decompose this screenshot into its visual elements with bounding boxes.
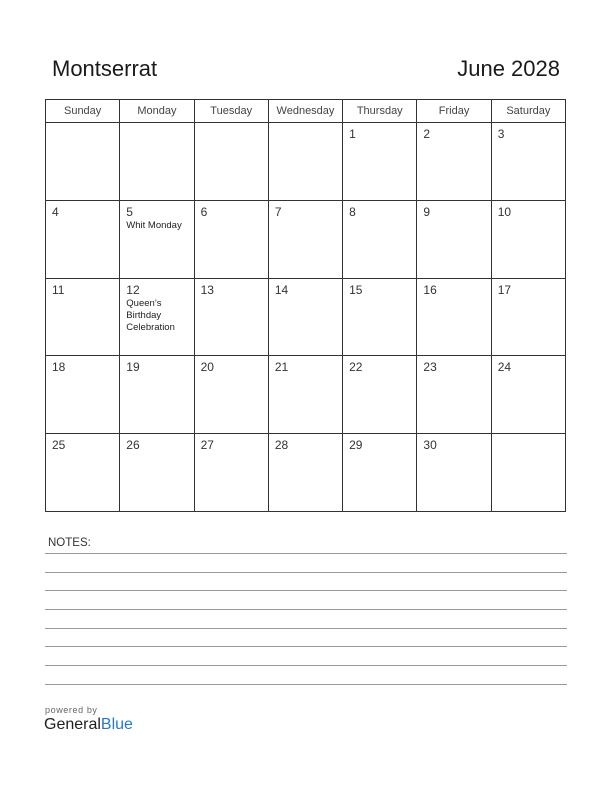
day-number: 16 bbox=[423, 282, 437, 297]
day-number: 25 bbox=[52, 438, 66, 453]
calendar-day-cell bbox=[46, 123, 120, 201]
day-number: 10 bbox=[497, 204, 512, 219]
calendar-week-row bbox=[46, 123, 566, 201]
day-number: 12 bbox=[126, 282, 140, 297]
day-number: 2 bbox=[423, 127, 431, 141]
calendar-day-cell bbox=[417, 278, 491, 356]
day-number: 26 bbox=[126, 438, 140, 453]
day-number: 15 bbox=[349, 282, 363, 297]
notes-line bbox=[45, 572, 567, 573]
calendar-day-cell bbox=[491, 278, 565, 356]
brand-general: General bbox=[44, 716, 101, 733]
notes-line bbox=[45, 609, 567, 610]
weekday-header-row bbox=[46, 100, 566, 123]
holiday-label: Queen’s Birthday Celebration bbox=[126, 297, 175, 333]
calendar-day-cell bbox=[46, 200, 120, 278]
calendar-day-cell bbox=[491, 123, 565, 201]
day-number: 30 bbox=[423, 438, 437, 453]
calendar-day-cell bbox=[120, 200, 194, 278]
weekday-header: Wednesday bbox=[268, 100, 342, 123]
holiday-label: Whit Monday bbox=[126, 219, 182, 231]
day-number: 29 bbox=[349, 438, 363, 453]
weekday-header: Monday bbox=[120, 100, 194, 123]
calendar-day-cell bbox=[120, 434, 194, 512]
calendar-day-cell bbox=[194, 278, 268, 356]
calendar-day-cell bbox=[120, 356, 194, 434]
calendar-day-cell bbox=[343, 434, 417, 512]
calendar-country-title: Montserrat bbox=[52, 56, 158, 81]
day-number: 24 bbox=[497, 360, 512, 375]
calendar-day-cell bbox=[491, 356, 565, 434]
day-number: 23 bbox=[423, 360, 437, 375]
weekday-header: Friday bbox=[417, 100, 491, 123]
day-number: 28 bbox=[274, 438, 289, 453]
day-number: 4 bbox=[52, 204, 59, 219]
calendar-day-cell bbox=[120, 123, 194, 201]
calendar-day-cell bbox=[343, 200, 417, 278]
calendar-week-row bbox=[46, 278, 566, 356]
calendar-grid bbox=[45, 99, 566, 512]
calendar-day-cell bbox=[120, 278, 194, 356]
weekday-header: Sunday bbox=[46, 100, 120, 123]
powered-by-text: powered by bbox=[45, 705, 98, 715]
calendar-week-row bbox=[46, 434, 566, 512]
calendar-day-cell bbox=[417, 200, 491, 278]
brand-blue: Blue bbox=[100, 716, 133, 733]
day-number: 13 bbox=[200, 282, 214, 297]
weekday-header: Tuesday bbox=[194, 100, 268, 123]
calendar-day-cell bbox=[46, 356, 120, 434]
calendar-day-cell bbox=[194, 434, 268, 512]
day-number: 11 bbox=[52, 282, 65, 297]
calendar-week-row bbox=[46, 200, 566, 278]
day-number: 14 bbox=[274, 282, 289, 297]
day-number: 21 bbox=[274, 360, 289, 375]
day-number: 22 bbox=[349, 360, 363, 375]
calendar-day-cell bbox=[194, 123, 268, 201]
brand-logo bbox=[44, 716, 133, 734]
calendar-day-cell bbox=[268, 356, 342, 434]
day-number: 27 bbox=[200, 438, 214, 453]
calendar-day-cell bbox=[194, 356, 268, 434]
calendar-day-cell bbox=[46, 434, 120, 512]
notes-label: NOTES: bbox=[48, 537, 91, 549]
notes-line bbox=[45, 553, 567, 554]
calendar-day-cell bbox=[343, 278, 417, 356]
day-number: 1 bbox=[349, 127, 356, 141]
calendar-day-cell bbox=[268, 200, 342, 278]
calendar-day-cell bbox=[417, 123, 491, 201]
day-number: 20 bbox=[200, 360, 214, 375]
day-number: 17 bbox=[497, 282, 512, 297]
calendar-day-cell bbox=[268, 434, 342, 512]
calendar-day-cell bbox=[343, 123, 417, 201]
calendar-day-cell bbox=[491, 200, 565, 278]
notes-line bbox=[45, 628, 567, 629]
calendar-day-cell bbox=[46, 278, 120, 356]
weekday-header: Thursday bbox=[343, 100, 417, 123]
day-number: 6 bbox=[200, 204, 208, 219]
calendar-day-cell bbox=[417, 356, 491, 434]
day-number: 8 bbox=[349, 204, 356, 219]
calendar-week-row bbox=[46, 356, 566, 434]
day-number: 3 bbox=[497, 127, 505, 141]
day-number: 7 bbox=[274, 204, 282, 219]
day-number: 19 bbox=[126, 360, 140, 375]
notes-line bbox=[45, 646, 567, 647]
day-number: 9 bbox=[423, 204, 431, 219]
calendar-day-cell bbox=[417, 434, 491, 512]
weekday-header: Saturday bbox=[491, 100, 565, 123]
notes-line bbox=[45, 590, 567, 591]
calendar-day-cell bbox=[491, 434, 565, 512]
notes-line bbox=[45, 665, 567, 666]
calendar-month-title: June 2028 bbox=[457, 56, 560, 81]
notes-line bbox=[45, 684, 567, 685]
day-number: 18 bbox=[52, 360, 66, 375]
calendar-day-cell bbox=[194, 200, 268, 278]
calendar-day-cell bbox=[268, 123, 342, 201]
calendar-body bbox=[46, 123, 566, 512]
calendar-day-cell bbox=[343, 356, 417, 434]
day-number: 5 bbox=[126, 204, 133, 219]
calendar-day-cell bbox=[268, 278, 342, 356]
